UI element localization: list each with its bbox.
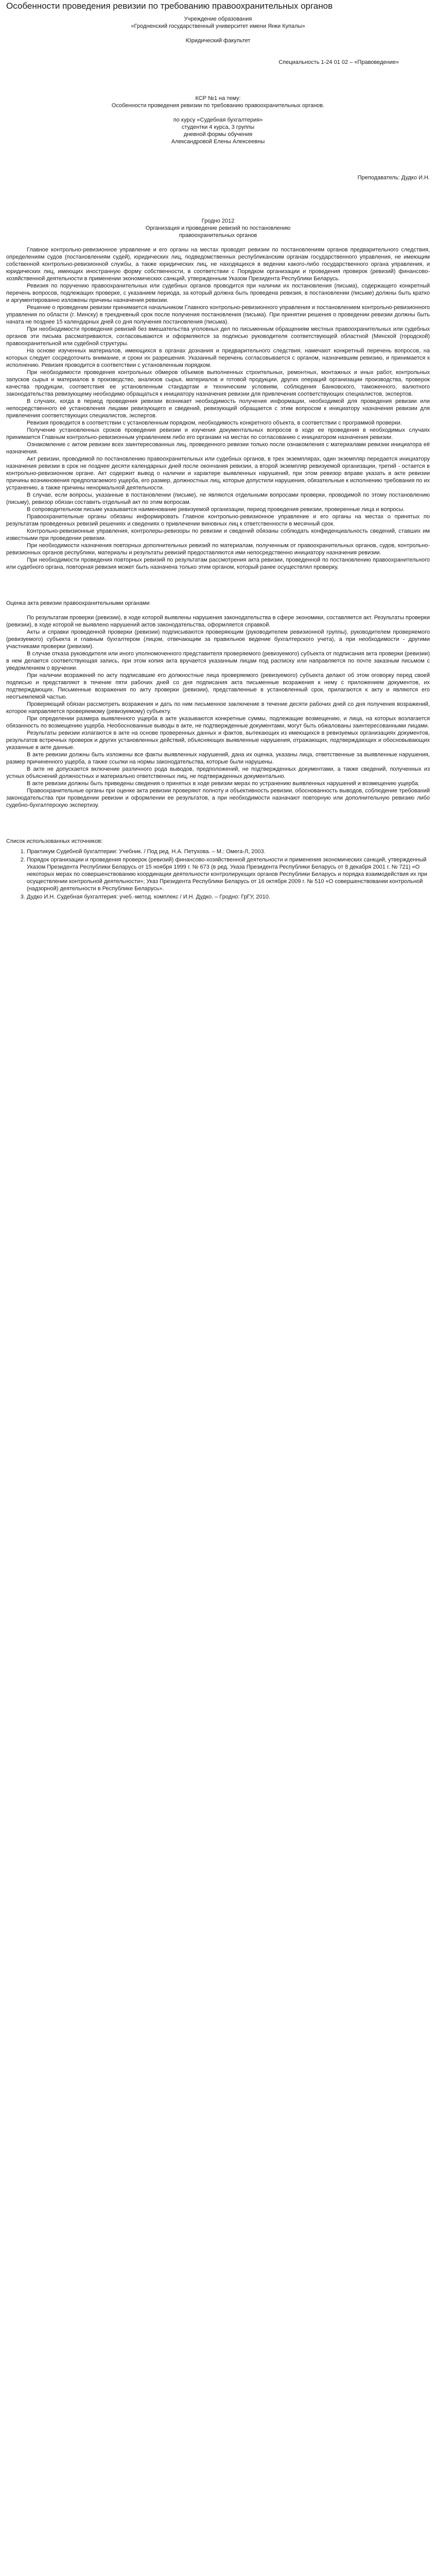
paragraph: При необходимости проведения повторных ревизий по результатам рассмотрения акта ревизии, проведенной по постановлению правоохранительного или судебного органа, повторная ревизия может быть назначена только этим органом, который ранее осуществлял проверку. [6, 557, 430, 570]
sources-list [6, 848, 430, 901]
paragraph: Контрольно-ревизионные управления, контролеры-ревизоры по ревизии и сведений обязаны соблюдать конфиденциальность сведений, ставших им известными при проведении ревизии. [6, 528, 430, 541]
source-item: 2. Порядок организации и проведения проверок (ревизий) финансово-хозяйственной деятельности и применения экономических санкций, утвержденный Указом Президента Республики Беларусь от 15 ноября 1999 г. № 673 (в ред. Указа Президента Республики Беларусь от 8 декабря 2001 г. № 721) «О некоторых мерах по совершенствованию координации деятельности контролирующих органов Республики Беларусь и порядка взаимодействия их при осуществлении контрольной деятельности»; Указ Президента Республики Беларусь от 16 октября 2009 г. № 510 «О совершенствовании контрольной (надзорной) деятельности в Республике Беларусь». [27, 856, 430, 892]
document-title: Особенности проведения ревизии по требованию правоохранительных органов [6, 1, 333, 11]
author-line: дневной формы обучения [183, 131, 253, 138]
section-organization [6, 225, 430, 571]
paragraph: Результаты ревизии излагаются в акте на основе проверенных данных и фактов, вытекающих из имеющихся в ревизуемых организациях документов, результатов встречных проверок и других установленных действий, объясняющих выявленные нарушения, отражающих, подтверждающих и обосновывающих указанные в акте данные. [6, 730, 430, 751]
specialty: Специальность 1-24 01 02 – «Правоведение» [278, 59, 399, 65]
paragraph: Ревизия проводится в соответствии с установленным порядком, необходимость конкретного объекта, в соответствии с программой проверки. [27, 420, 402, 426]
paragraph: В акте не допускается включение различного рода выводов, предположений, не подтвержденных документами, а также сведений, полученных из устных объяснений должностных и материально ответственных лиц, не подтвержденных документально. [6, 766, 430, 779]
paragraph: При необходимости проведения контрольных обмеров объемов выполненных строительных, ремонтных, монтажных и иных работ, контрольных запусков сырья и материалов в производство, анализов сырья, материалов и готовой продукции, других операций организации производства, проверок качества продукции, соответствия ее установленным стандартам и техническим условиям, соблюдения Банковского, таможенного, валютного законодательства ревизующему необходимо обращаться к инициатору назначения ревизии для привлечения соответствующих специалистов, экспертов. [6, 369, 430, 397]
section-title-line: правоохранительных органов [179, 232, 257, 239]
paragraph: В акте ревизии должны быть изложены все факты выявленных нарушений, дана их оценка, указаны лица, ответственные за выявленные нарушения, размер причиненного ущерба, а также ссылки на нормы законодательства, которые были нарушены. [6, 752, 430, 765]
section-evaluation [6, 600, 430, 809]
paragraph: Проверяющий обязан рассмотреть возражения и дать по ним письменное заключение в течение десяти рабочих дней со дня получения возражений, которое направляется проверяемому (ревизуемому) субъекту. [6, 701, 430, 715]
paragraph: Главное контрольно-ревизионное управление и его органы на местах проводят ревизии по постановлениям органов предварительного следствия, определениям судов (постановлениям судей), юридических лиц, подведомственных республиканским органам государственного управления, не имеющим собственной контрольно-ревизионной службы, а также юридических лиц, не находящихся в ведении какого-либо государственного органа управления, и юридических лиц, имеющих иностранную форму собственности, в соответствии с Порядком организации и проведения проверок (ревизий) финансово-хозяйственной деятельности в применении экономических санкций, утвержденным Указом Президента Республики Беларусь. [6, 247, 430, 282]
paragraph: Получение установленных сроков проведения ревизии и изучения документальных вопросов в ходе ее проведения в необходимых случаях принимается Главным контрольно-ревизионным управлением либо его органами на местах по согласованию с инициатором назначения ревизии. [6, 427, 430, 440]
paragraph: При наличии возражений по акту подписавшие его должностные лица проверяемого (ревизуемого) субъекта делают об этом оговорку перед своей подписью и представляют в течение пяти рабочих дней со дня подписания акта письменные возражения к нему с приложением документов, их подтверждающих. Письменные возражения по акту проверки (ревизии), представленные в установленный срок, прилагаются к акту и являются его неотъемлемой частью. [6, 672, 430, 700]
paragraph: Акты и справки проведенной проверки (ревизии) подписываются проверяющим (руководителем ревизионной группы), руководителем проверяемого (ревизуемого) субъекта и главным бухгалтером (лицом, отвечающим за правильное ведение бухгалтерского учета), а при необходимости - другими участниками проверки (ревизии). [6, 629, 430, 650]
paragraph: В случае отказа руководителя или иного уполномоченного представителя проверяемого (ревизуемого) субъекта от подписания акта проверки (ревизии) в нем делается соответствующая запись, при этом копия акта вручается указанным лицам под расписку или направляется по почте заказным письмом с уведомлением о вручении. [6, 651, 430, 671]
paragraph: Ревизия по поручению правоохранительных или судебных органов проводится при наличии их постановления (письма), содержащего конкретный перечень вопросов, подлежащих проверке, с указанием периода, за который должна быть проведена ревизия, в постановлении (письме) должны быть кратко и аргументированно изложены причины назначения ревизии. [6, 283, 430, 303]
paragraph: При необходимости проведения ревизий без вмешательства уголовных дел по письменным обращениям местных правоохранительных или судебных органов эти письма рассматриваются, согласовываются и оформляются за подписью руководителя соответствующей областной (Минской (городской) правоохранительной или судебной структуры. [6, 326, 430, 347]
paragraph: Акт ревизии, проводимой по постановлению правоохранительных или судебных органов, в трех экземплярах, один экземпляр передается инициатору назначения ревизии в срок не позднее десяти календарных дней после окончания ревизии, а второй экземпляр ревизуемой организации, третий - остается в контрольно-ревизионном органе. Акт содержит вывод о наличии и характере выявленных нарушений, при этом ревизор вправе указать в акте ревизии причины возникновения предполагаемого ущерба, его размер, должностных лиц, которые допустили нарушения, обязательные к исполнению требования по их устранению, а также причины ненормальной деятельности. [6, 456, 430, 491]
paragraph: По результатам проверки (ревизии), в ходе которой выявлены нарушения законодательства в сфере экономики, составляется акт. Результаты проверки (ревизии), в ходе которой не выявлено нарушений актов законодательства, оформляется справкой. [6, 615, 430, 628]
sources-heading: Список использованных источников: [6, 838, 103, 844]
paragraph: В случае, если вопросы, указанные в постановлении (письме), не являются отдельными вопросами проверки, проводимой по этому постановлению (письму), ревизор обязан составить отдельный акт по этим вопросам. [6, 492, 430, 505]
paragraph: В сопроводительном письме указывается наименование ревизуемой организации, период проведения ревизии, проверенные лица и вопросы. [27, 506, 405, 513]
paragraph: При необходимости назначения повторных дополнительных ревизий по материалам, полученным от правоохранительных органов, судов, контрольно-ревизионных органов республики, материалы и результаты ревизий предоставляются ими непосредственно инициатору назначения ревизии. [6, 543, 430, 556]
institution-line: Учреждение образования [184, 16, 252, 22]
author-line: по курсу «Судебная бухгалтерия» [173, 117, 263, 123]
section-body [6, 246, 430, 571]
faculty: Юридический факультет [185, 38, 251, 44]
paragraph: В акте ревизии должны быть приведены сведения о принятых в ходе ревизии мерах по устранению выявленных нарушений и возмещению ущерба. [27, 781, 420, 787]
section-title-line: Организация и проведение ревизий по постановлению [145, 225, 291, 231]
paragraph: В случаях, когда в период проведения ревизии возникает необходимость получения информации, необходимой для проведения ревизии или непосредственного её установления лицами ревизующего и сведений, ревизующий обращается с этим вопросом к инициатору назначения ревизии для привлечения соответствующих специалистов, экспертов. [6, 398, 430, 419]
section-heading: Оценка акта ревизии правоохранительными органами [6, 600, 150, 606]
source-item: 1. Практикум Судебной бухгалтерии: Учебник. / Под ред. Н.А. Петухова. – М.: Омега-Л, 2003. [27, 848, 430, 855]
paragraph: Правоохранительные органы обязаны информировать Главное контрольно-ревизионное управление и его органы на местах о принятых по результатам проведенных ревизий решениях и сведениях о привлечении виновных лиц к ответственности в месячный срок. [6, 514, 430, 527]
sources-section [6, 838, 430, 901]
work-type: КСР №1 на тему: [195, 95, 241, 101]
section-body [6, 614, 430, 809]
document-page [0, 1, 436, 922]
paragraph: На основе изученных материалов, имеющихся в органах дознания и предварительного следствия, намечают конкретный перечень вопросов, на которых следует сосредоточить внимание, и сроки их разрешения. Указанный перечень согласовывается с органом, назначившим ревизию, и принимается к исполнению. Ревизия проводится в соответствии с установленным порядком. [6, 348, 430, 368]
city-year: Гродно 2012 [201, 218, 235, 224]
title-page [6, 15, 430, 225]
paragraph: Правоохранительные органы при оценке акта ревизии проверяют полноту и объективность ревизии, обоснованность выводов, соблюдение требований законодательства при проведении ревизии и оформлении ее результатов, а при необходимости назначают повторную или дополнительную ревизию либо судебно-бухгалтерскую экспертизу. [6, 788, 430, 808]
paragraph: Ознакомление с актом ревизии всех заинтересованных лиц, проведенного ревизии только после ознакомления с материалами ревизии инициатора её назначения. [6, 442, 430, 455]
institution-line: «Гродненский государственный университет имени Янки Купалы» [131, 23, 305, 29]
author-line: Александровой Елены Алексеевны [171, 139, 265, 145]
paragraph: При определении размера выявленного ущерба в акте указываются конкретные суммы, подлежащие возмещению, и лица, на которых возлагается обязанность по возмещению ущерба. Необоснованные выводы в акте, не подтвержденные документами, могут быть обжалованы заинтересованными лицами. [6, 716, 430, 729]
source-item: 3. Дудко И.Н. Судебная бухгалтерия: учеб.-метод. комплекс / И.Н. Дудко. – Гродно: ГрГУ, 2010. [27, 893, 430, 901]
author-line: студентки 4 курса, 3 группы [181, 124, 255, 130]
work-topic: Особенности проведения ревизии по требованию правоохранительных органов. [111, 103, 325, 109]
paragraph: Решение о проведении ревизии принимается начальником Главного контрольно-ревизионного управления и постановлением контрольно-ревизионного управления по области (г. Минску) в трехдневный срок после получения постановления (письма). При принятии решения о проведении ревизии должны быть начата не позднее 15 календарных дней со дня получения постановления (письма). [6, 304, 430, 325]
teacher: Преподаватель: Дудко И.Н. [357, 175, 430, 181]
